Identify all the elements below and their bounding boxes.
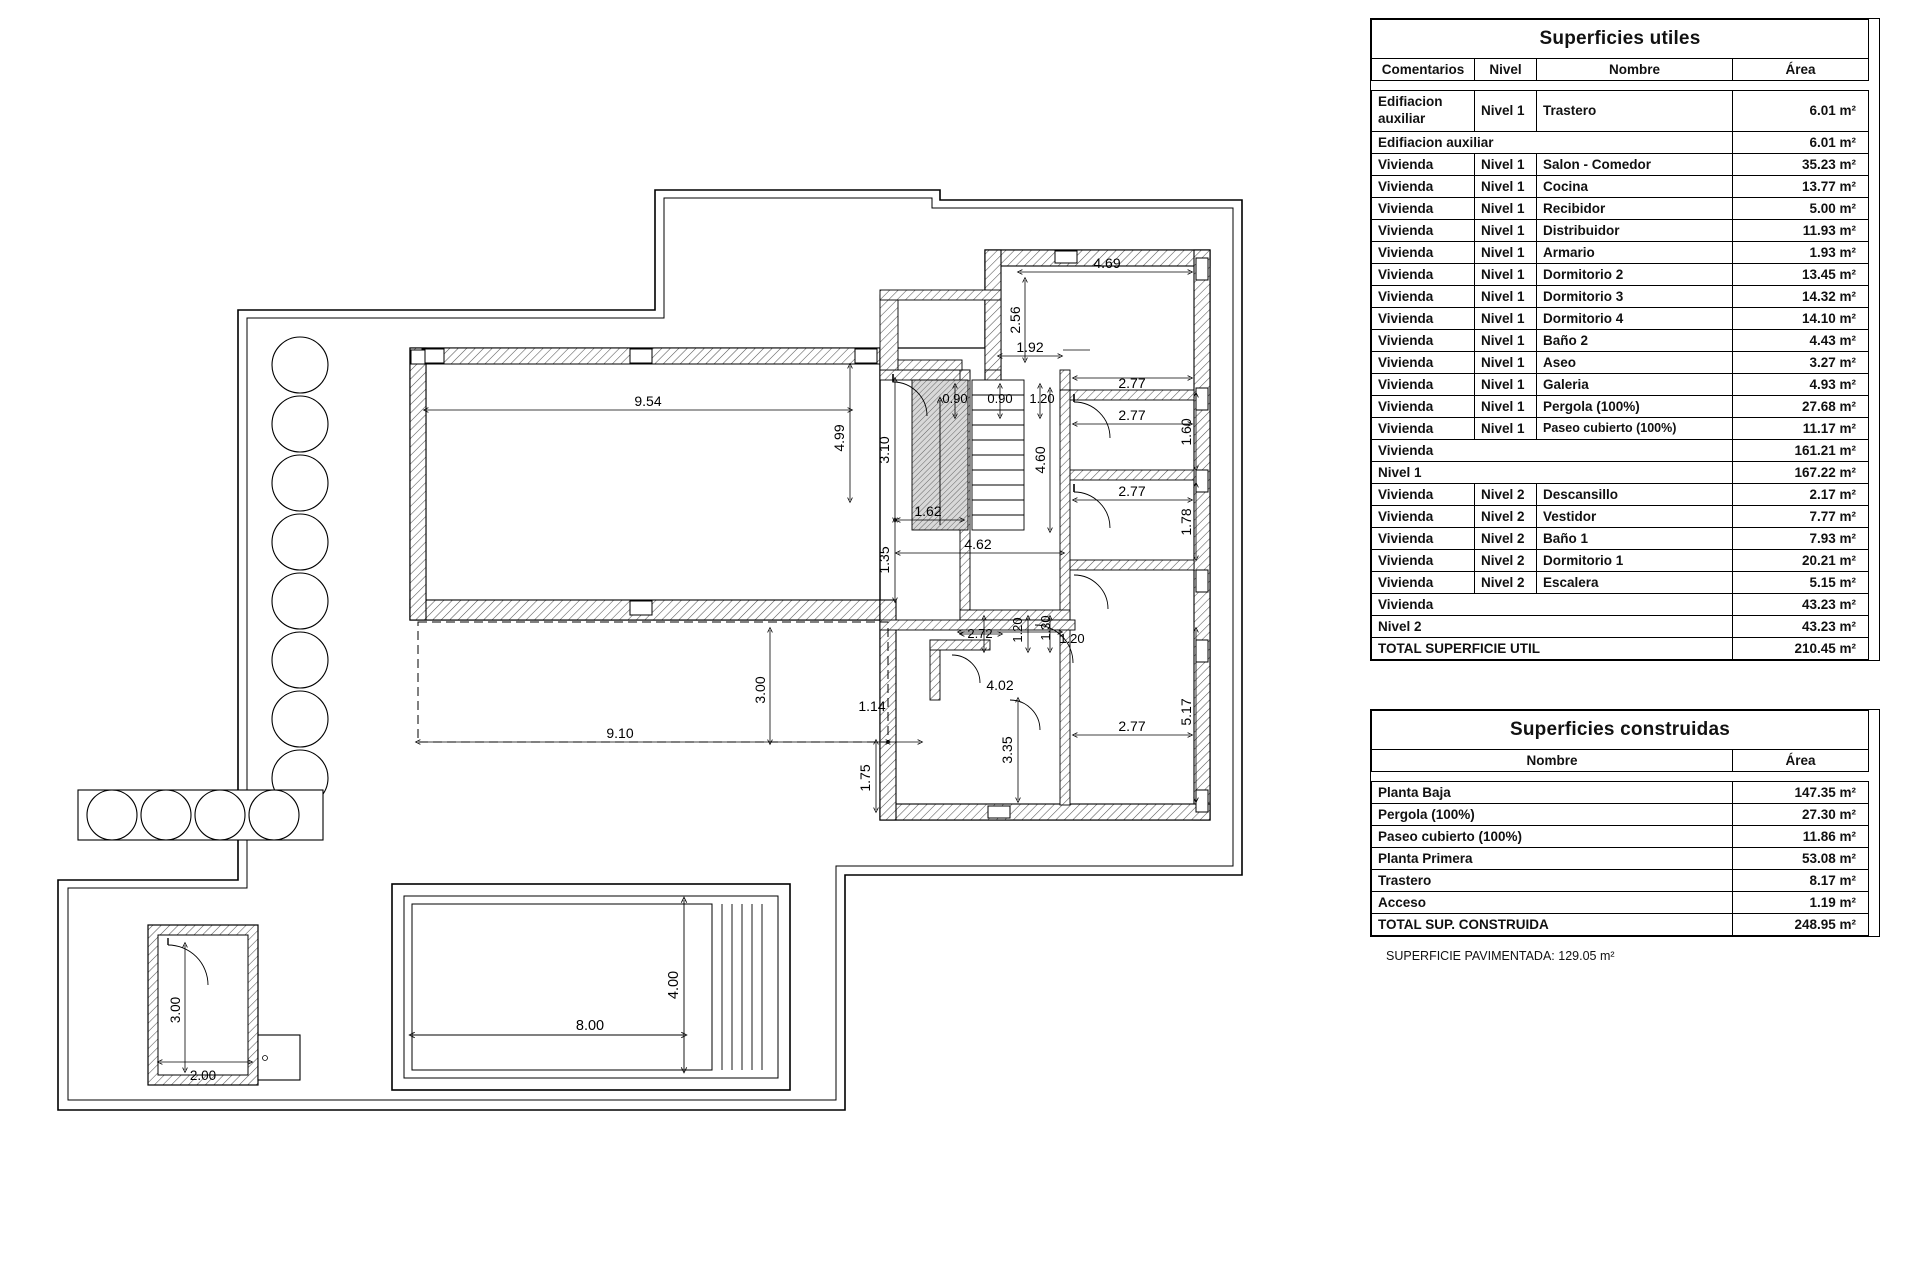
cell-summary: Vivienda (1372, 439, 1733, 461)
cell-comment: Vivienda (1372, 417, 1475, 439)
cell-name: Trastero (1537, 91, 1733, 132)
cell-area: 27.68 m² (1733, 395, 1869, 417)
cell-area: 11.93 m² (1733, 219, 1869, 241)
cell-comment: Vivienda (1372, 263, 1475, 285)
area-schedules (1370, 18, 1880, 963)
cell-area: 7.93 m² (1733, 527, 1869, 549)
table-row (1372, 285, 1869, 307)
cell-comment: Vivienda (1372, 549, 1475, 571)
cell-level: Nivel 1 (1475, 263, 1537, 285)
cell-level: Nivel 1 (1475, 175, 1537, 197)
dim-9-54: 9.54 (634, 393, 662, 409)
swimming-pool (392, 884, 790, 1090)
cell-summary: Vivienda (1372, 593, 1733, 615)
cell-level: Nivel 1 (1475, 373, 1537, 395)
cell-level: Nivel 1 (1475, 91, 1537, 132)
cell-area: 14.32 m² (1733, 285, 1869, 307)
table-row-summary (1372, 615, 1869, 637)
table-row-summary (1372, 131, 1869, 153)
cell-area: 4.43 m² (1733, 329, 1869, 351)
table-row (1372, 351, 1869, 373)
cell-level: Nivel 1 (1475, 197, 1537, 219)
table-row (1372, 91, 1869, 132)
dim-3-35: 3.35 (999, 736, 1015, 764)
cell-area: 53.08 m² (1733, 847, 1869, 869)
cell-comment: Vivienda (1372, 395, 1475, 417)
cell-level: Nivel 2 (1475, 505, 1537, 527)
table-row-total (1372, 637, 1869, 659)
cell-name: Pergola (100%) (1537, 395, 1733, 417)
dim-9-10: 9.10 (606, 725, 634, 741)
cell-name: Escalera (1537, 571, 1733, 593)
cell-total-area: 248.95 m² (1733, 913, 1869, 935)
cell-area: 7.77 m² (1733, 505, 1869, 527)
cell-comment: Vivienda (1372, 219, 1475, 241)
cell-comment: Vivienda (1372, 571, 1475, 593)
cell-name: Distribuidor (1537, 219, 1733, 241)
table-row (1372, 153, 1869, 175)
cell-summary: Edifiacion auxiliar (1372, 131, 1733, 153)
table-row (1372, 175, 1869, 197)
cell-level: Nivel 1 (1475, 241, 1537, 263)
cell-name: Descansillo (1537, 483, 1733, 505)
cell-name: Dormitorio 3 (1537, 285, 1733, 307)
table-row (1372, 505, 1869, 527)
cell-name: Recibidor (1537, 197, 1733, 219)
cell-name: Planta Primera (1372, 847, 1733, 869)
built-areas-table (1370, 709, 1880, 937)
cell-comment: Vivienda (1372, 241, 1475, 263)
dim-1-78: 1.78 (1178, 508, 1194, 536)
cell-area: 11.86 m² (1733, 825, 1869, 847)
cell-comment: Vivienda (1372, 307, 1475, 329)
cell-name: Armario (1537, 241, 1733, 263)
table-row (1372, 527, 1869, 549)
cell-area: 13.77 m² (1733, 175, 1869, 197)
dim-4-69: 4.69 (1093, 255, 1121, 271)
table-row (1372, 847, 1869, 869)
cell-level: Nivel 1 (1475, 153, 1537, 175)
dim-1-60: 1.60 (1178, 418, 1194, 446)
dim-2-77-a: 2.77 (1118, 375, 1146, 391)
dim-1-20-c: 1.20 (1059, 631, 1085, 646)
table-row (1372, 373, 1869, 395)
dim-4-02: 4.02 (986, 677, 1014, 693)
cell-comment: Vivienda (1372, 373, 1475, 395)
col-header-comentarios: Comentarios (1372, 59, 1475, 81)
cell-area: 14.10 m² (1733, 307, 1869, 329)
cell-comment: Vivienda (1372, 153, 1475, 175)
table-row-summary (1372, 593, 1869, 615)
table-row (1372, 803, 1869, 825)
shed-height-label: 3.00 (168, 996, 183, 1024)
cell-total-area: 210.45 m² (1733, 637, 1869, 659)
cell-name: Vestidor (1537, 505, 1733, 527)
table-row (1372, 825, 1869, 847)
cell-name: Paseo cubierto (100%) (1537, 417, 1733, 439)
dim-1-14: 1.14 (858, 698, 886, 714)
cell-area: 167.22 m² (1733, 461, 1869, 483)
table-row (1372, 307, 1869, 329)
pool-width-label: 4.00 (666, 970, 682, 1000)
col-header-nivel: Nivel (1475, 59, 1537, 81)
shed-width-label: 2.00 (189, 1068, 217, 1083)
dim-0-90-a: 0.90 (942, 391, 968, 406)
col-header-nombre-built: Nombre (1372, 749, 1733, 771)
cell-comment: Vivienda (1372, 329, 1475, 351)
dim-2-56: 2.56 (1007, 306, 1023, 334)
dim-1-62: 1.62 (914, 503, 942, 519)
paved-surface-note: SUPERFICIE PAVIMENTADA: 129.05 m² (1386, 948, 1615, 963)
cell-level: Nivel 1 (1475, 329, 1537, 351)
cell-total-label: TOTAL SUP. CONSTRUIDA (1372, 913, 1733, 935)
cell-name: Planta Baja (1372, 781, 1733, 803)
cell-area: 6.01 m² (1733, 91, 1869, 132)
cell-name: Baño 2 (1537, 329, 1733, 351)
dim-2-72: 2.72 (967, 626, 993, 641)
cell-area: 4.93 m² (1733, 373, 1869, 395)
dim-2-77-c: 2.77 (1118, 483, 1146, 499)
col-header-area: Área (1733, 59, 1869, 81)
col-header-area-built: Área (1733, 749, 1869, 771)
cell-name: Baño 1 (1537, 527, 1733, 549)
cell-total-label: TOTAL SUPERFICIE UTIL (1372, 637, 1733, 659)
cell-name: Paseo cubierto (100%) (1372, 825, 1733, 847)
dim-4-99: 4.99 (831, 424, 847, 452)
cell-name: Cocina (1537, 175, 1733, 197)
cell-area: 35.23 m² (1733, 153, 1869, 175)
cell-level: Nivel 2 (1475, 527, 1537, 549)
cell-level: Nivel 1 (1475, 417, 1537, 439)
cell-area: 3.27 m² (1733, 351, 1869, 373)
cell-level: Nivel 2 (1475, 571, 1537, 593)
cell-name: Trastero (1372, 869, 1733, 891)
cell-level: Nivel 1 (1475, 351, 1537, 373)
dim-0-90-b: 0.90 (987, 391, 1013, 406)
house-walls (410, 250, 1210, 820)
dim-1-35: 1.35 (876, 546, 892, 574)
cell-level: Nivel 1 (1475, 307, 1537, 329)
cell-comment: Edifiacion auxiliar (1372, 91, 1475, 132)
cell-name: Salon - Comedor (1537, 153, 1733, 175)
cell-name: Dormitorio 1 (1537, 549, 1733, 571)
dim-1-92: 1.92 (1016, 339, 1044, 355)
cell-name: Acceso (1372, 891, 1733, 913)
cell-level: Nivel 1 (1475, 395, 1537, 417)
cell-comment: Vivienda (1372, 197, 1475, 219)
cell-area: 20.21 m² (1733, 549, 1869, 571)
table-row (1372, 869, 1869, 891)
table-row (1372, 197, 1869, 219)
cell-summary: Nivel 2 (1372, 615, 1733, 637)
cell-area: 147.35 m² (1733, 781, 1869, 803)
table-row (1372, 417, 1869, 439)
built-areas-title: Superficies construidas (1372, 710, 1869, 749)
table-row (1372, 263, 1869, 285)
table-row (1372, 219, 1869, 241)
table-row (1372, 395, 1869, 417)
dim-3-00: 3.00 (752, 676, 768, 704)
cell-level: Nivel 1 (1475, 285, 1537, 307)
cell-comment: Vivienda (1372, 285, 1475, 307)
cell-area: 5.00 m² (1733, 197, 1869, 219)
cell-level: Nivel 1 (1475, 219, 1537, 241)
cell-area: 11.17 m² (1733, 417, 1869, 439)
dim-1-20-b: 1.20 (1010, 617, 1025, 643)
dim-2-77-b: 2.77 (1118, 407, 1146, 423)
cell-area: 2.17 m² (1733, 483, 1869, 505)
dim-1-20-a: 1.20 (1029, 391, 1055, 406)
cell-comment: Vivienda (1372, 351, 1475, 373)
dim-1-30: 1.30 (1038, 615, 1053, 641)
table-spacer (1370, 661, 1880, 709)
dim-5-17: 5.17 (1178, 698, 1194, 726)
cell-name: Pergola (100%) (1372, 803, 1733, 825)
table-row (1372, 781, 1869, 803)
cell-name: Galeria (1537, 373, 1733, 395)
table-row (1372, 483, 1869, 505)
cell-area: 6.01 m² (1733, 131, 1869, 153)
cell-area: 1.93 m² (1733, 241, 1869, 263)
dim-4-60: 4.60 (1032, 446, 1048, 474)
table-row-summary (1372, 461, 1869, 483)
tree-row-vertical (272, 337, 328, 806)
cell-area: 8.17 m² (1733, 869, 1869, 891)
useful-areas-table (1370, 18, 1880, 661)
table-row-total (1372, 913, 1869, 935)
cell-name: Aseo (1537, 351, 1733, 373)
cell-summary: Nivel 1 (1372, 461, 1733, 483)
cell-name: Dormitorio 4 (1537, 307, 1733, 329)
cell-area: 43.23 m² (1733, 615, 1869, 637)
dim-3-10: 3.10 (876, 436, 892, 464)
dimension-labels (606, 255, 1194, 792)
cell-area: 43.23 m² (1733, 593, 1869, 615)
cell-area: 161.21 m² (1733, 439, 1869, 461)
cell-area: 5.15 m² (1733, 571, 1869, 593)
useful-areas-title: Superficies utiles (1372, 20, 1869, 59)
cell-comment: Vivienda (1372, 175, 1475, 197)
cell-area: 1.19 m² (1733, 891, 1869, 913)
table-row (1372, 549, 1869, 571)
cell-level: Nivel 2 (1475, 549, 1537, 571)
cell-comment: Vivienda (1372, 527, 1475, 549)
cell-level: Nivel 2 (1475, 483, 1537, 505)
table-row (1372, 571, 1869, 593)
tree-row-horizontal (78, 790, 323, 840)
table-row-summary (1372, 439, 1869, 461)
dim-2-77-d: 2.77 (1118, 718, 1146, 734)
pool-length-label: 8.00 (575, 1018, 605, 1034)
pergola-outline (418, 622, 888, 742)
table-row (1372, 329, 1869, 351)
dim-4-62: 4.62 (964, 536, 992, 552)
cell-comment: Vivienda (1372, 483, 1475, 505)
cell-area: 13.45 m² (1733, 263, 1869, 285)
table-row (1372, 241, 1869, 263)
cell-area: 27.30 m² (1733, 803, 1869, 825)
dim-1-75: 1.75 (857, 764, 873, 792)
table-row (1372, 891, 1869, 913)
col-header-nombre: Nombre (1537, 59, 1733, 81)
cell-name: Dormitorio 2 (1537, 263, 1733, 285)
cell-comment: Vivienda (1372, 505, 1475, 527)
